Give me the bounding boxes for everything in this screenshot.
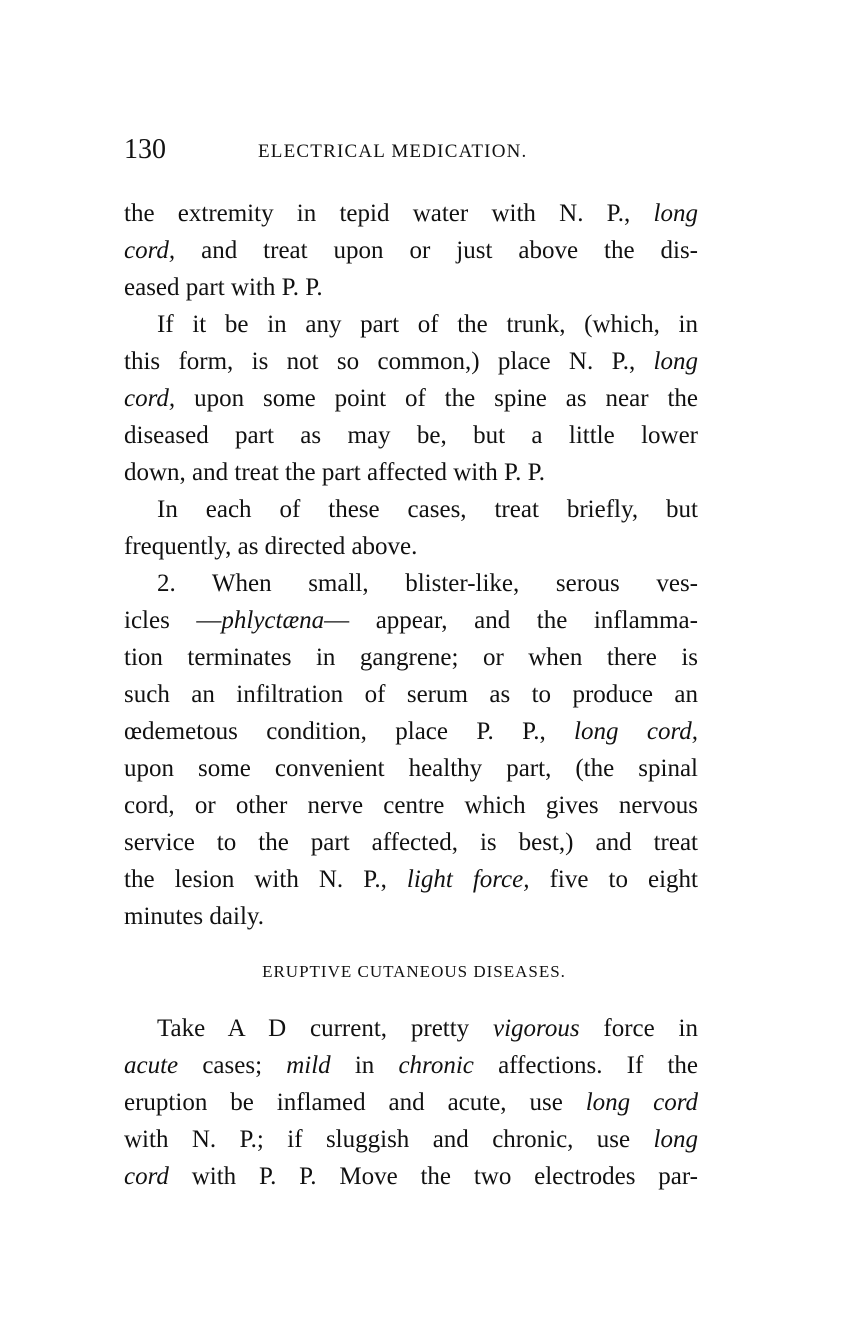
text-line <box>124 751 698 787</box>
text-line <box>124 1122 698 1158</box>
text-line <box>124 529 698 565</box>
page-number: 130 <box>124 134 166 165</box>
italic-term: vigorous <box>493 1015 580 1042</box>
italic-term: mild <box>286 1052 331 1079</box>
line-text: eruption be inflamed and acute, use <box>124 1089 586 1116</box>
line-text: five to eight <box>529 866 698 893</box>
italic-term: long <box>653 1126 698 1153</box>
line-text: — appear, and the inflamma- <box>324 607 698 634</box>
line-text: the extremity in tepid water with N. P., <box>124 200 654 227</box>
text-line <box>124 418 698 454</box>
text-line <box>157 1011 698 1047</box>
italic-term: cord, <box>124 237 176 264</box>
italic-term: long cord <box>585 1089 699 1116</box>
line-text: diseased part as may be, but a little lower <box>124 422 698 449</box>
text-line <box>157 307 698 343</box>
text-line <box>124 270 698 306</box>
italic-term: cord, <box>124 385 176 412</box>
line-text: force in <box>579 1015 698 1042</box>
text-line <box>124 455 698 491</box>
text-line <box>157 566 698 602</box>
text-line <box>157 492 698 528</box>
text-line <box>124 899 698 935</box>
line-text: Take A D current, pretty <box>157 1015 493 1042</box>
italic-term: cord <box>124 1163 169 1190</box>
line-text: such an infiltration of serum as to produce an <box>124 681 698 708</box>
line-text: cases; <box>178 1052 287 1079</box>
italic-term: light force, <box>406 866 530 893</box>
line-text: upon some convenient healthy part, (the spinal <box>124 755 698 782</box>
line-text: cord, or other nerve centre which gives nervous <box>124 792 698 819</box>
text-line <box>124 1159 698 1195</box>
line-text: down, and treat the part affected with P. P. <box>124 459 545 486</box>
line-text: 2. When small, blister-like, serous ves- <box>157 570 698 597</box>
running-title: ELECTRICAL MEDICATION. <box>258 141 528 162</box>
text-line <box>124 862 698 898</box>
line-text: with N. P.; if sluggish and chronic, use <box>124 1126 654 1153</box>
line-text: frequently, as directed above. <box>124 533 418 560</box>
text-line <box>124 381 698 417</box>
line-text: minutes daily. <box>124 903 265 930</box>
italic-term: phlyctæna <box>221 607 325 634</box>
line-text: this form, is not so common,) place N. P., <box>124 348 654 375</box>
line-text: icles — <box>124 607 222 634</box>
text-line <box>124 1085 698 1121</box>
page-header <box>124 132 704 172</box>
italic-term: long <box>653 200 698 227</box>
line-text: If it be in any part of the trunk, (which, in <box>157 311 698 338</box>
italic-term: acute <box>124 1052 179 1079</box>
text-line <box>124 825 698 861</box>
text-line <box>124 677 698 713</box>
line-text: In each of these cases, treat briefly, but <box>157 496 698 523</box>
italic-term: long cord, <box>574 718 698 745</box>
text-line <box>124 714 698 750</box>
italic-term: long <box>653 348 698 375</box>
section-heading: ERUPTIVE CUTANEOUS DISEASES. <box>262 962 566 981</box>
line-text: affections. If the <box>473 1052 698 1079</box>
line-text: œdemetous condition, place P. P., <box>124 718 575 745</box>
line-text: service to the part affected, is best,) and treat <box>124 829 698 856</box>
italic-term: chronic <box>398 1052 474 1079</box>
text-line <box>124 603 698 639</box>
text-line <box>124 640 698 676</box>
text-line <box>124 196 698 232</box>
text-line <box>124 1048 698 1084</box>
line-text: with P. P. Move the two electrodes par- <box>168 1163 698 1190</box>
line-text: and treat upon or just above the dis- <box>175 237 698 264</box>
line-text: eased part with P. P. <box>124 274 323 301</box>
line-text: tion terminates in gangrene; or when there is <box>124 644 698 671</box>
line-text: upon some point of the spine as near the <box>175 385 698 412</box>
text-line <box>124 344 698 380</box>
line-text: the lesion with N. P., <box>124 866 407 893</box>
line-text: in <box>330 1052 399 1079</box>
text-line <box>124 233 698 269</box>
text-line <box>124 788 698 824</box>
